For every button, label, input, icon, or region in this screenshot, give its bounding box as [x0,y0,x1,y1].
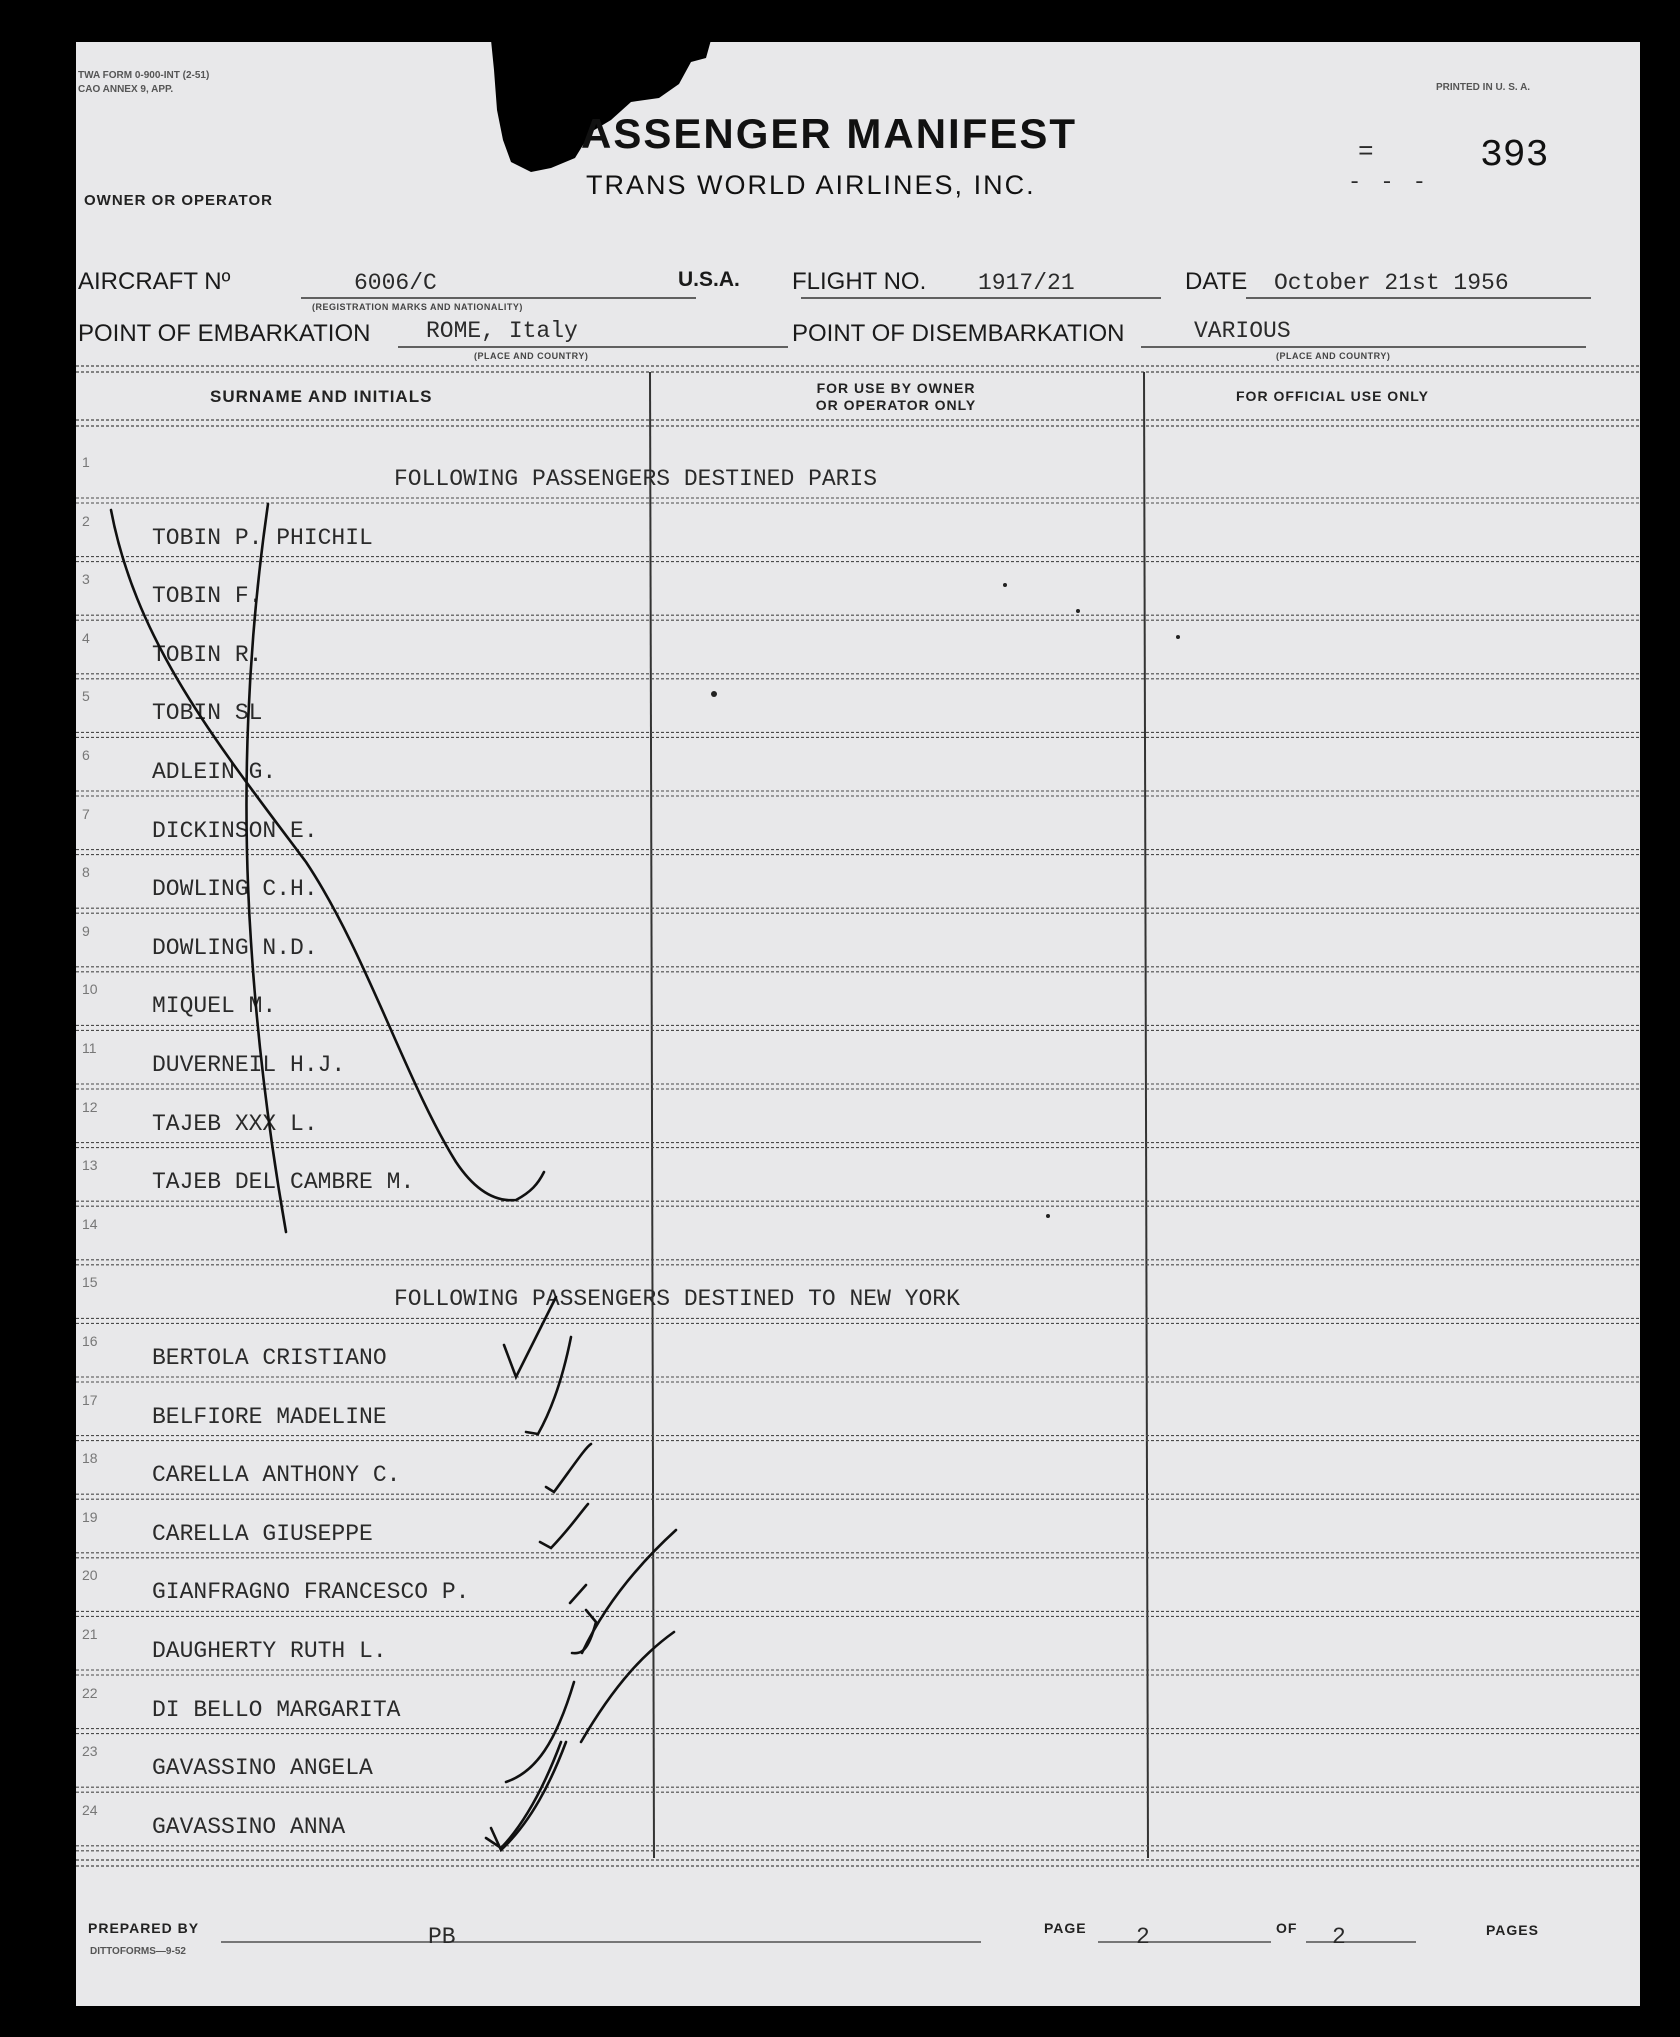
check-mark [540,1504,588,1548]
nationality: U.S.A. [678,268,740,291]
manifest-title: ASSENGER MANIFEST [581,110,1078,157]
passenger-name: BERTOLA CRISTIANO [152,1345,387,1371]
row-number: 8 [82,864,90,881]
passenger-name: GAVASSINO ANNA [152,1813,346,1840]
row-number: 9 [82,922,90,939]
passenger-name: TOBIN SL [152,700,263,727]
passenger-name: TOBIN R. [152,641,263,668]
row-number: 22 [82,1684,98,1701]
manifest-page: TWA FORM 0-900-INT (2-51) CAO ANNEX 9, APP. PRINTED IN U. S. A. ASSENGER MANIFEST TRANS WORLD AIRLINES, INC. OWNER OR OPERATOR = - - - 393 AIRCRAFT Nº 6006/C (REGISTRATION MARKS AND NATIONALITY) U.S.A. FLIGHT NO. 1917/21 DATE October 21st 1956 POINT OF EMBARKATION ROME, Italy (PLACE AND COUNTRY) POINT OF DISEMBARKATION VARIOUS (PLACE AND COUNTRY) SURNAME AND INITIALS FOR USE BY OWNER OR OPERATOR ONLY FOR OFFICIAL USE ONLY 1 FOLLOWING PASSENGERS DESTINED PARIS 2 TOBIN P. PHICHIL 3 TOBIN F. 4 TOBIN R. 5 TOBIN SL 6 ADLEIN G. 7 DICKINSON E. 8 DOWLING C.H. 9 DOWLING N.D. 10 MIQUEL M. 11 DUVERNEIL H.J. 12 TAJEB XXX L. 13 TAJEB DEL CAMBRE M. 14 15 FOLLOWING PASSENGERS DESTINED TO NEW YORK 16 BERTOLA CRISTIANO 17 BELFIORE MADELINE 18 CARELLA ANTHONY C. 19 CARELLA GIUSEPPE 20 GIANFRAGNO FRANCESCO P. 21 DAUGHERTY RUTH L. 22 DI BELLO MARGARITA 23 GAVASSINO ANGELA 24 GAVASSINO ANNA PREPARED BY PB DITTOFORMS—9-52 PAGE 2 OF 2 PAGES [76,42,1640,2006]
row-number: 5 [82,688,90,705]
ink-dot [1046,1214,1050,1218]
passenger-name: DOWLING C.H. [152,876,318,903]
form-annex: CAO ANNEX 9, APP. [78,84,174,95]
row-number: 13 [82,1157,98,1174]
row-number: 20 [82,1567,98,1584]
row-number: 18 [82,1450,98,1467]
passenger-name: TAJEB DEL CAMBRE M. [152,1169,415,1196]
passenger-name: DICKINSON E. [152,817,318,844]
embarkation-value: ROME, Italy [426,318,578,344]
handwritten-marks [76,42,1640,2006]
ink-dot [1076,609,1080,613]
destination-heading: FOLLOWING PASSENGERS DESTINED PARIS [394,466,878,492]
printed-in: PRINTED IN U. S. A. [1436,82,1531,93]
cross-out-stroke [111,510,544,1200]
row-number: 4 [82,629,90,646]
ink-dot [1176,635,1180,639]
dash-mark: - - - [1348,170,1430,195]
aircraft-value: 6006/C [354,270,437,296]
passenger-name: TOBIN F. [152,583,263,610]
embarkation-label: POINT OF EMBARKATION [78,320,371,347]
check-mark [526,1337,571,1434]
check-mark [546,1444,591,1492]
passenger-name: BELFIORE MADELINE [152,1403,387,1430]
dash-mark: = [1358,137,1374,167]
cross-out-stroke [246,504,286,1232]
row-number: 21 [82,1626,98,1642]
aircraft-caption: (REGISTRATION MARKS AND NATIONALITY) [312,302,523,312]
row-number: 16 [82,1333,98,1349]
check-mark [581,1632,674,1742]
form-printer: DITTOFORMS—9-52 [90,1946,186,1957]
page-label: PAGE [1044,1920,1087,1936]
row-number: 15 [82,1274,98,1291]
passenger-name: TAJEB XXX L. [152,1110,318,1137]
flight-label: FLIGHT NO. [792,268,927,295]
check-mark [506,1682,574,1782]
passenger-name: TOBIN P. PHICHIL [152,524,373,551]
owner-use-column-header: FOR USE BY OWNER OR OPERATOR ONLY [815,380,977,413]
row-number: 19 [82,1508,98,1525]
passenger-name: CARELLA ANTHONY C. [152,1462,401,1489]
check-mark [582,1530,676,1653]
passenger-name: ADLEIN G. [152,759,277,785]
prepared-by-value: PB [428,1924,456,1950]
row-number: 2 [82,512,90,529]
passenger-name: DI BELLO MARGARITA [152,1696,401,1723]
surname-column-header: SURNAME AND INITIALS [210,387,433,406]
row-number: 6 [82,747,90,763]
passenger-name: GAVASSINO ANGELA [152,1755,373,1782]
row-number: 11 [82,1040,97,1056]
ink-dot [1003,583,1007,587]
page-number: 2 [1136,1924,1150,1950]
row-number: 10 [82,981,98,998]
destination-heading: FOLLOWING PASSENGERS DESTINED TO NEW YORK [394,1286,960,1313]
check-mark [504,1297,556,1377]
manifest-number: 393 [1480,134,1549,177]
row-number: 3 [82,571,90,588]
check-mark [570,1585,586,1603]
passenger-name: DOWLING N.D. [152,934,318,961]
ink-dot [711,691,717,697]
page-total: 2 [1332,1924,1346,1950]
disembarkation-caption: (PLACE AND COUNTRY) [1276,351,1391,361]
prepared-by-label: PREPARED BY [88,1920,200,1936]
date-value: October 21st 1956 [1274,270,1509,296]
row-number: 14 [82,1215,98,1232]
flight-value: 1917/21 [978,270,1075,296]
row-number: 23 [82,1743,98,1760]
check-mark [486,1742,561,1848]
row-number: 24 [82,1801,98,1818]
disembarkation-value: VARIOUS [1194,318,1291,344]
row-number: 12 [82,1098,98,1115]
airline-name: TRANS WORLD AIRLINES, INC. [586,170,1036,200]
aircraft-label: AIRCRAFT Nº [78,268,231,295]
official-use-column-header: FOR OFFICIAL USE ONLY [1236,388,1429,404]
row-number: 7 [82,805,90,822]
passenger-name: CARELLA GIUSEPPE [152,1520,373,1547]
disembarkation-label: POINT OF DISEMBARKATION [792,320,1125,347]
pages-label: PAGES [1486,1922,1539,1938]
owner-operator-label: OWNER OR OPERATOR [84,192,273,209]
row-number: 17 [82,1391,98,1408]
passenger-name: MIQUEL M. [152,993,277,1020]
of-label: OF [1276,1920,1298,1936]
passenger-name: GIANFRAGNO FRANCESCO P. [152,1579,470,1606]
embarkation-caption: (PLACE AND COUNTRY) [474,351,589,361]
date-label: DATE [1185,268,1248,295]
passenger-name: DUVERNEIL H.J. [152,1052,346,1078]
passenger-name: DAUGHERTY RUTH L. [152,1638,387,1664]
row-number: 1 [82,454,90,470]
